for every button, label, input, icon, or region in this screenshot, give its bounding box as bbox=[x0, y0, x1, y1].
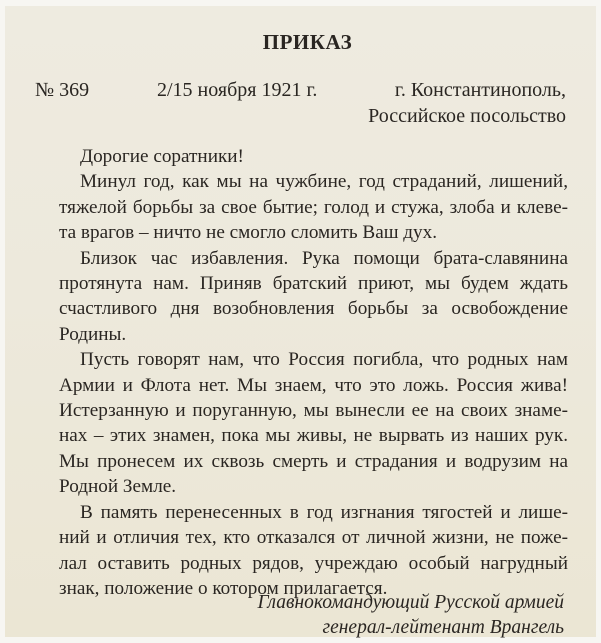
order-body bbox=[38, 144, 568, 601]
paragraph bbox=[38, 500, 568, 602]
paragraph bbox=[38, 246, 568, 348]
place-city: г. Константинополь, bbox=[394, 79, 566, 101]
text-line: В память перенесенных в год изгнания тягостей и лише- bbox=[80, 501, 568, 523]
paragraph bbox=[38, 144, 568, 169]
place-institution: Российское посольство bbox=[368, 105, 566, 127]
paragraph bbox=[38, 169, 568, 245]
text-line: та врагов – ничто не смогло сломить Ваш дух. bbox=[59, 222, 438, 244]
text-line: лал оставить родных рядов, учреждаю особый нагрудный bbox=[59, 552, 568, 574]
text-line: счастливого дня возобновления борьбы за освобождение bbox=[59, 298, 568, 320]
text-line: Близок час избавления. Рука помощи брата-славянина bbox=[80, 247, 568, 269]
paragraph bbox=[38, 347, 568, 499]
signature-name: генерал-лейтенант Врангель bbox=[322, 617, 564, 638]
signature-title: Главнокомандующий Русской армией bbox=[257, 592, 564, 613]
document-page bbox=[5, 6, 596, 637]
document-title: ПРИКАЗ bbox=[262, 30, 353, 54]
text-line: Истерзанную и поруганную, мы вынесли ее на своих знаме- bbox=[59, 400, 568, 422]
text-line: нах – этих знамен, пока мы живы, не вырвать из наших рук. bbox=[59, 425, 568, 447]
text-line: протянута нам. Приняв братский приют, мы будем ждать bbox=[59, 273, 568, 295]
signature-block bbox=[257, 590, 564, 640]
text-line: Армии и Флота нет. Мы знаем, что это ложь. Россия жива! bbox=[59, 374, 568, 396]
text-line: Пусть говорят нам, что Россия погибла, что родных нам bbox=[80, 349, 568, 371]
text-line: Родной Земле. bbox=[59, 476, 177, 498]
text-line: ний и отличия тех, кто отказался от личной жизни, не поже- bbox=[59, 527, 568, 549]
text-line: знак, положение о котором прилагается. bbox=[59, 577, 388, 599]
text-line: Мы пронесем их сквозь смерть и страдания и водрузим на bbox=[59, 450, 568, 472]
text-line: Родины. bbox=[59, 323, 127, 345]
text-line: тяжелой борьбы за свое бытие; голод и стужа, злоба и клеве- bbox=[59, 196, 568, 218]
order-date: 2/15 ноября 1921 г. bbox=[157, 79, 318, 101]
text-line: Дорогие соратники! bbox=[80, 146, 244, 167]
text-line: Минул год, как мы на чужбине, год страданий, лишений, bbox=[80, 171, 568, 193]
order-number: № 369 bbox=[35, 79, 90, 101]
order-place bbox=[368, 77, 566, 129]
